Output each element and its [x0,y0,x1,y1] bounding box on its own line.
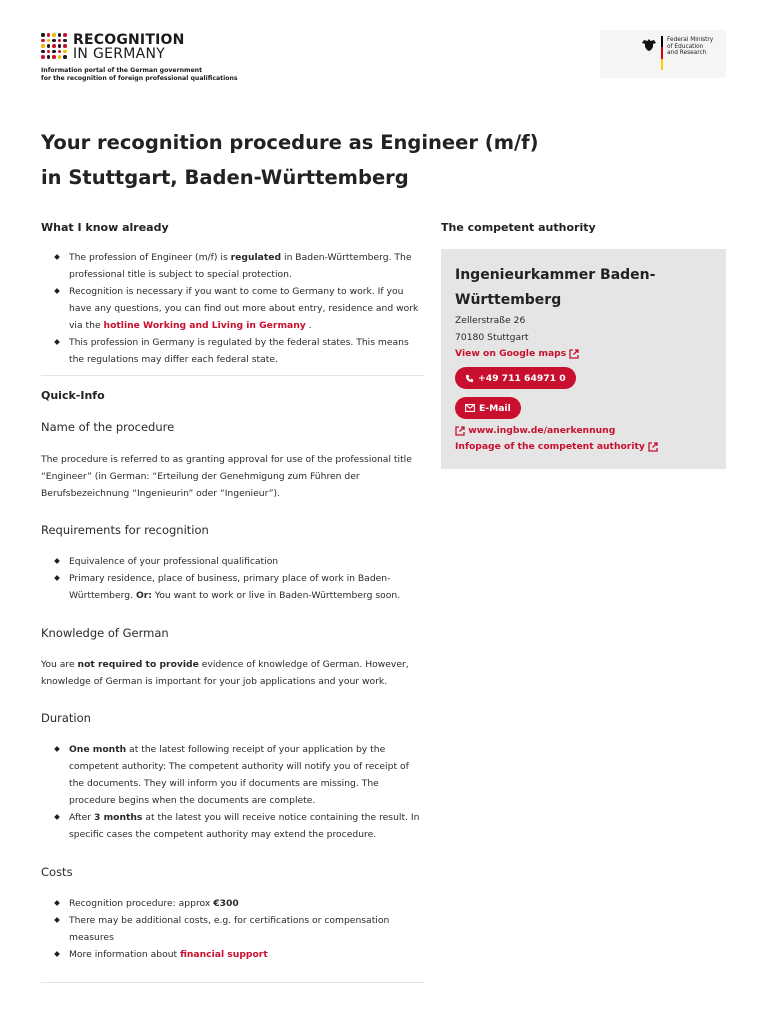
federal-eagle-icon [641,38,657,52]
bmbf-logo[interactable] [600,30,726,78]
logo-dot [63,44,67,48]
logo-dot [52,55,56,59]
costs-heading: Costs [41,865,73,879]
procedure-name-text: The procedure is referred to as granting approval for use of the professional title “Engineer” (in German: “Erteilung der Genehmigung zum Führen der Berufsbezeichnung “Ingenieurin” oder “Ingenieur”). [41,454,412,499]
logo-dot [41,39,45,43]
authority-city: 70180 Stuttgart [455,332,529,343]
logo-dot [58,55,62,59]
logo-tagline-line1: Information portal of the German government [41,67,203,74]
logo-dot [52,39,56,43]
logo-dot [41,33,45,37]
logo-dot [63,39,67,43]
duration-list [41,741,426,843]
financial-support-link[interactable]: financial support [180,949,268,960]
quick-info-heading: Quick-Info [41,389,105,402]
phone-icon [465,374,474,383]
logo-dot [47,55,51,59]
google-maps-link[interactable] [455,348,579,359]
logo-dot [52,44,56,48]
german-knowledge-heading: Knowledge of German [41,626,169,640]
recognition-in-germany-logo[interactable] [41,32,238,87]
logo-dot [58,44,62,48]
procedure-name-heading: Name of the procedure [41,420,175,434]
email-button[interactable] [455,397,521,419]
authority-name: Ingenieurkammer Baden-Württemberg [455,267,656,308]
logo-dot [41,55,45,59]
ministry-line1: Federal Ministry [667,37,714,43]
logo-dot [63,33,67,37]
requirements-list [41,553,426,604]
costs-list [41,895,426,963]
logo-dot [47,33,51,37]
email-label: E-Mail [479,402,511,414]
list-item: The profession of Engineer (m/f) is regulated in Baden-Württemberg. The professional title is subject to special protection. [41,249,426,283]
envelope-icon [465,404,475,412]
list-item: There may be additional costs, e.g. for certifications or compensation measures [41,912,426,946]
phone-label: +49 711 64971 0 [478,372,566,384]
logo-dot [41,44,45,48]
requirements-heading: Requirements for recognition [41,523,209,537]
authority-street: Zellerstraße 26 [455,315,526,326]
competent-authority-heading: The competent authority [441,221,596,234]
divider [41,375,424,376]
list-item: Equivalence of your professional qualification [41,553,426,570]
external-link-icon [455,426,465,436]
google-maps-label: View on Google maps [455,348,567,359]
list-item: Recognition is necessary if you want to come to Germany to work. If you have any questions, you can find out more about entry, residence and work via the hotline Working and Living in Germany . [41,283,426,334]
logo-dot [63,50,67,54]
list-item: One month at the latest following receipt of your application by the competent authority: The competent authority will notify you of receipt of the documents. They will inform you if documents are missing. The procedure begins when the documents are complete. [41,741,426,809]
logo-tagline-line2: for the recognition of foreign professional qualifications [41,75,238,82]
logo-title: RECOGNITION [73,32,185,48]
ministry-name [667,37,713,57]
duration-heading: Duration [41,711,91,725]
logo-dot [41,50,45,54]
logo-dot [58,33,62,37]
logo-dot [52,33,56,37]
german-knowledge-text: You are not required to provide evidence of knowledge of German. However, knowledge of German is important for your job applications and your work. [41,659,409,687]
website-link[interactable] [455,425,615,436]
authority-card [441,249,726,469]
logo-dot [52,50,56,54]
page-title [41,125,539,195]
logo-dot [58,50,62,54]
list-item: After 3 months at the latest you will receive notice containing the result. In specific cases the competent authority may extend the procedure. [41,809,426,843]
logo-dots-icon [41,33,68,60]
infopage-label: Infopage of the competent authority [455,441,645,452]
divider [41,982,424,983]
page-title-line2: in Stuttgart, Baden-Württemberg [41,166,409,189]
logo-dot [63,55,67,59]
hotline-link[interactable]: hotline Working and Living in Germany [103,320,306,331]
ministry-line3: and Research [667,50,707,57]
what-i-know-list [41,249,426,368]
infopage-link[interactable] [455,441,658,452]
german-flag-icon [661,36,663,70]
what-i-know-heading: What I know already [41,221,169,234]
ministry-line2: of Education [667,43,704,50]
logo-dot [47,50,51,54]
phone-button[interactable] [455,367,576,389]
page-title-line1: Your recognition procedure as Engineer (m/f) [41,131,539,154]
list-item: Primary residence, place of business, primary place of work in Baden-Württemberg. Or: You want to work or live in Baden-Württemberg soon. [41,570,426,604]
logo-dot [47,39,51,43]
list-item: More information about financial support [41,946,426,963]
logo-tagline [41,67,238,83]
external-link-icon [648,442,658,452]
external-link-icon [569,349,579,359]
website-label: www.ingbw.de/anerkennung [468,425,616,436]
logo-dot [58,39,62,43]
list-item: This profession in Germany is regulated by the federal states. This means the regulations may differ each federal state. [41,334,426,368]
list-item: Recognition procedure: approx €300 [41,895,426,912]
logo-dot [47,44,51,48]
logo-subtitle: IN GERMANY [73,46,166,62]
